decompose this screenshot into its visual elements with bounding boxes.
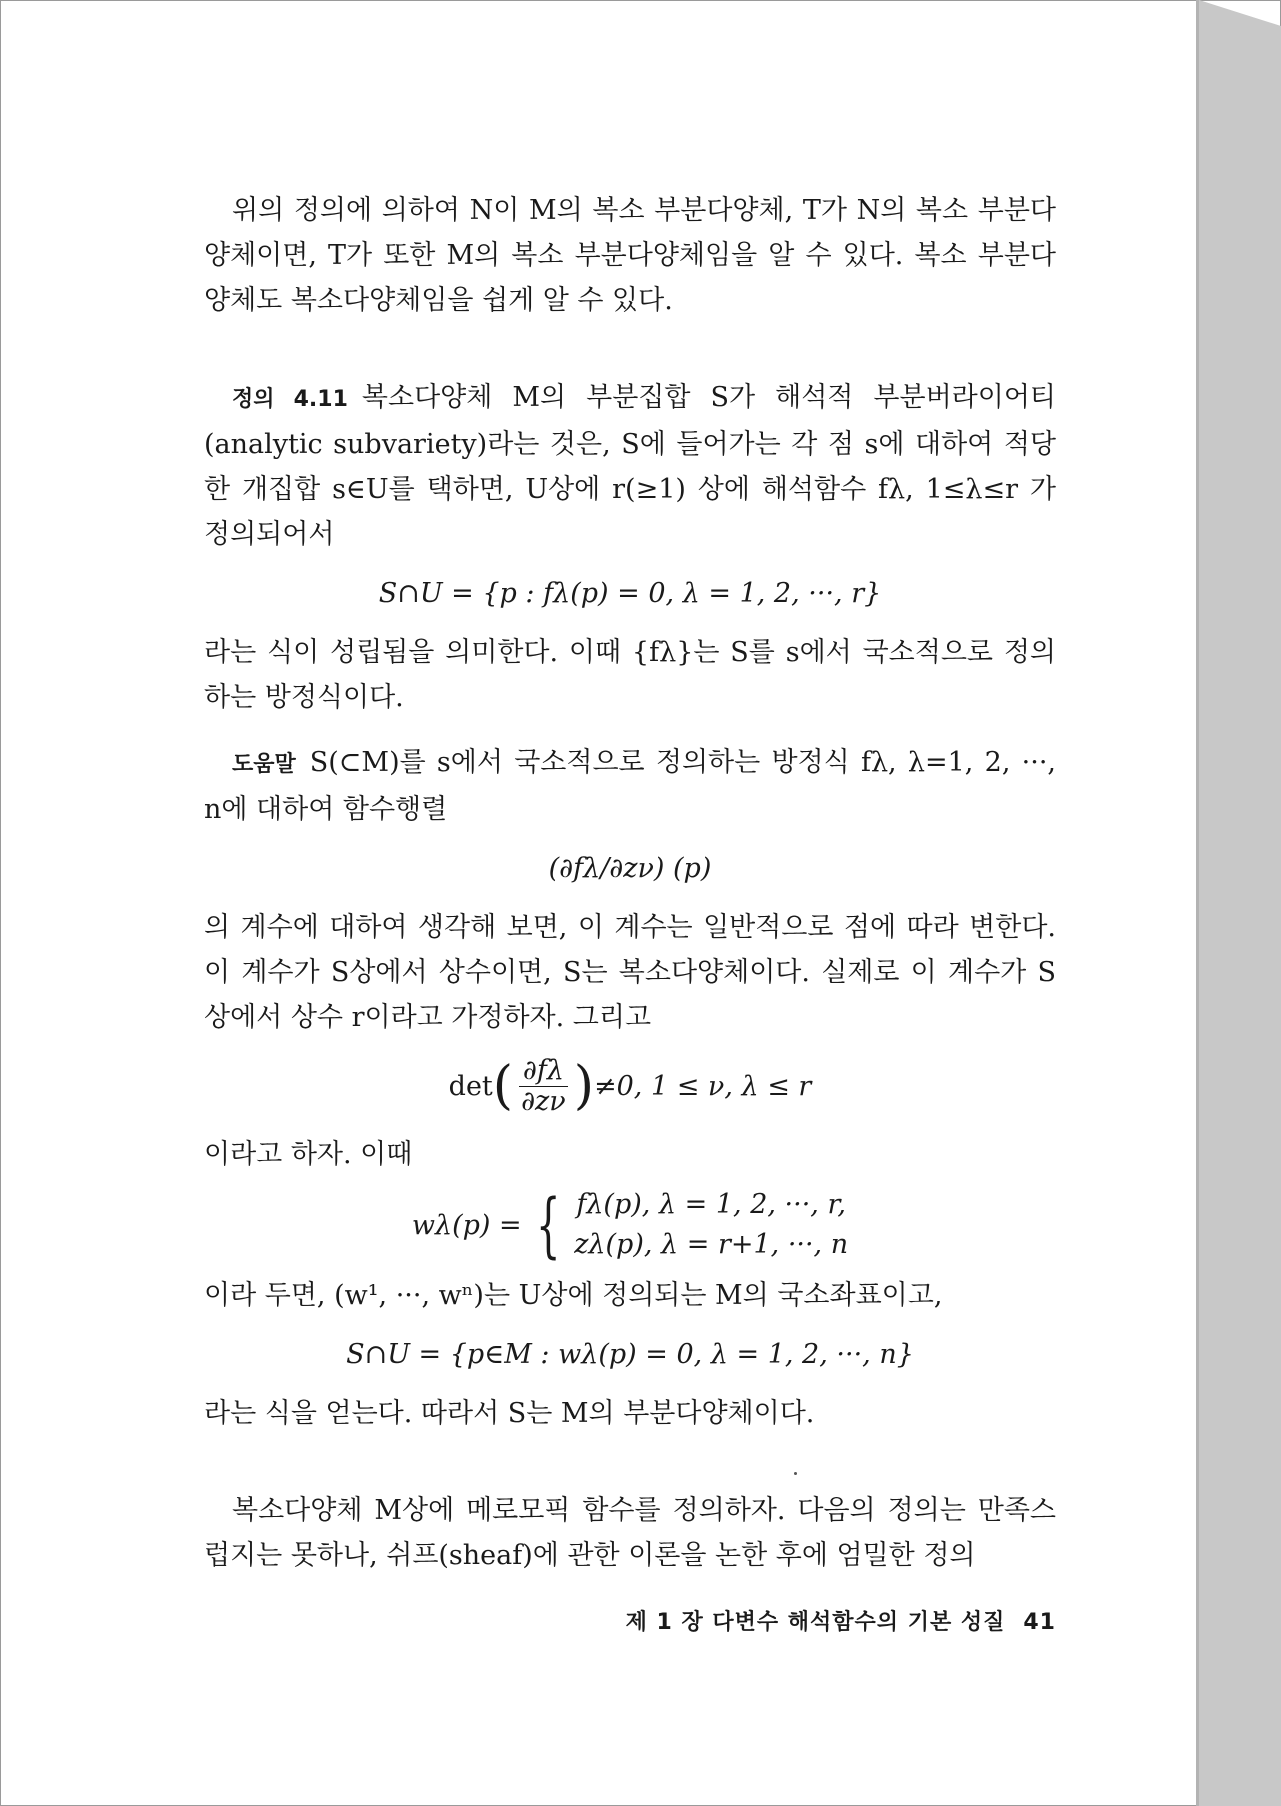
det-suffix: ≠0, 1 ≤ ν, λ ≤ r: [594, 1070, 812, 1102]
page-stack-edge: [1199, 0, 1281, 1806]
paragraph-local-coordinates: 이라 두면, (w¹, ···, wⁿ)는 U상에 정의되는 M의 국소좌표이고,: [204, 1280, 943, 1311]
right-paren: ): [573, 1056, 594, 1116]
running-footer: [572, 1605, 1056, 1636]
paragraph-meromorphic: 복소다양체 M상에 메로모픽 함수를 정의하자. 다음의 정의는 만족스럽지는 못하나, 쉬프(sheaf)에 관한 이론을 논한 후에 엄밀한 정의: [204, 1495, 1056, 1571]
remark-label: 도움말: [232, 752, 296, 777]
speck-mark: [794, 1472, 797, 1475]
paragraph-let: 이라고 하자. 이때: [204, 1139, 413, 1170]
fraction-numerator: ∂fλ: [519, 1056, 568, 1087]
definition-text: 복소다양체 M의 부분집합 S가 해석적 부분버라이어티(analytic subvariety)라는 것은, S에 들어가는 각 점 s에 대하여 적당한 개집합 s∈U를 택하면, U상에 r(≥1) 상에 해석함수 fλ, 1≤λ≤r 가 정의되어서: [204, 382, 1056, 550]
det-prefix: det: [448, 1070, 493, 1102]
piecewise-lhs: wλ(p) =: [411, 1209, 522, 1241]
equation-jacobian: (∂fλ/∂zν) (p): [548, 853, 712, 884]
fraction-denominator: ∂zν: [521, 1085, 566, 1117]
fraction: [517, 1056, 570, 1117]
paragraph-local-equation: 라는 식이 성립됨을 의미한다. 이때 {fλ}는 S를 s에서 국소적으로 정의하는 방정식이다.: [204, 637, 1056, 713]
remark: [204, 740, 1056, 832]
equation-coordinates: S∩U = {p∈M : wλ(p) = 0, λ = 1, 2, ···, n}: [346, 1339, 914, 1370]
chapter-title: 제 1 장 다변수 해석함수의 기본 성질: [625, 1610, 1006, 1635]
left-paren: (: [492, 1056, 514, 1116]
piecewise-case-1: fλ(p), λ = 1, 2, ···, r,: [576, 1189, 846, 1220]
definition-label: 정의 4.11: [232, 387, 348, 412]
left-brace: {: [535, 1184, 561, 1266]
piecewise-case-2: zλ(p), λ = r+1, ···, n: [574, 1229, 849, 1260]
equation-determinant: [204, 1040, 1056, 1132]
equation-piecewise: [204, 1177, 1056, 1273]
remark-text: S(⊂M)를 s에서 국소적으로 정의하는 방정식 fλ, λ=1, 2, ···, n에 대하여 함수행렬: [204, 747, 1056, 825]
paragraph-rank: 의 계수에 대하여 생각해 보면, 이 계수는 일반적으로 점에 따라 변한다. 이 계수가 S상에서 상수이면, S는 복소다양체이다. 실제로 이 계수가 S상에서 상수 r이라고 가정하자. 그리고: [204, 912, 1056, 1033]
paragraph-conclusion: 라는 식을 얻는다. 따라서 S는 M의 부분다양체이다.: [204, 1398, 815, 1429]
page-number: 41: [1023, 1610, 1056, 1635]
paragraph-intro: 위의 정의에 의하여 N이 M의 복소 부분다양체, T가 N의 복소 부분다양체이면, T가 또한 M의 복소 부분다양체임을 알 수 있다. 복소 부분다양체도 복소다양체임을 쉽게 알 수 있다.: [204, 195, 1056, 316]
definition-4-11: [204, 375, 1056, 557]
equation-subvariety: S∩U = {p : fλ(p) = 0, λ = 1, 2, ···, r}: [378, 578, 882, 609]
page-body: [204, 188, 1056, 1578]
